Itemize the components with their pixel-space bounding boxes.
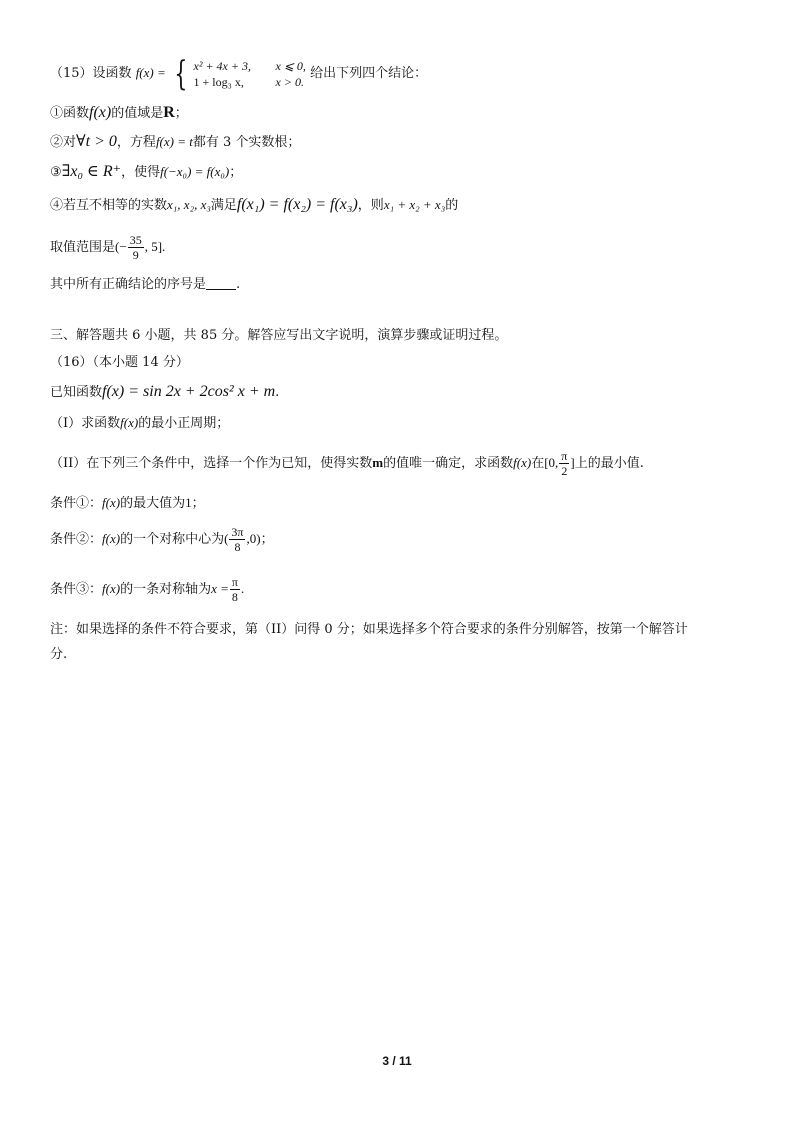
q16-condition-1 xyxy=(50,494,205,513)
p1-post: 的最小正周期； xyxy=(138,416,230,431)
q16-note-2: 分. xyxy=(50,647,68,662)
c3-mid: 的一条对称轴为 xyxy=(120,582,212,597)
p2-in: 在 xyxy=(531,456,545,471)
case1-cond: x ⩽ 0, xyxy=(275,58,306,73)
s4b-pre: 取值范围是 xyxy=(50,240,116,255)
s4-post: 的 xyxy=(445,198,459,213)
case2-expr: 1 + log₃ x, xyxy=(193,74,244,89)
q15-statement xyxy=(50,53,428,94)
s1-mid: 的值域是 xyxy=(111,106,164,121)
frac-den: 9 xyxy=(132,248,139,262)
q15-range-line xyxy=(50,232,165,263)
s2-post: 都有 3 个实数根； xyxy=(192,135,301,150)
p1-math: f(x) xyxy=(120,415,139,430)
c3-x: x = xyxy=(211,581,229,596)
c1-pre: 条件①： xyxy=(50,496,103,511)
s3-mid: ，使得 xyxy=(121,165,161,180)
s4b-open: (− xyxy=(115,239,127,254)
s4-pre: ④若互不相等的实数 xyxy=(50,198,168,213)
q16-condition-2 xyxy=(50,522,274,557)
given-pre: 已知函数 xyxy=(50,385,103,400)
s4-eq: f(x₁) = f(x₂) = f(x₃) xyxy=(236,196,358,213)
ask-text: 其中所有正确结论的序号是 xyxy=(50,277,207,292)
c2-pre: 条件②： xyxy=(50,532,103,547)
s4-mid: 满足 xyxy=(210,198,237,213)
frac-num: 3π xyxy=(231,525,244,539)
q16-part1 xyxy=(50,414,229,433)
c2-fx: f(x) xyxy=(102,531,121,546)
q15-lead: （15）设函数 xyxy=(50,66,132,81)
c3-pre: 条件③： xyxy=(50,582,103,597)
q15-statement-1 xyxy=(50,104,188,123)
s4b-close: , 5]. xyxy=(144,239,166,254)
p2-post: 上的最小值. xyxy=(574,456,644,471)
c2-open: ( xyxy=(224,531,229,546)
s2-mid: ，方程 xyxy=(116,135,156,150)
case2-cond: x > 0. xyxy=(275,74,304,89)
s2-math: ∀t > 0 xyxy=(76,133,117,150)
s2-eq: f(x) = t xyxy=(155,134,193,149)
case-row-2 xyxy=(194,74,306,90)
c1-mid: 的最大值为 xyxy=(120,496,186,511)
q16-label: （16）（本小题 14 分） xyxy=(50,355,189,370)
case1-expr: x² + 4x + 3, xyxy=(193,58,251,73)
answer-blank[interactable] xyxy=(206,277,236,290)
q15-statement-3 xyxy=(50,163,242,182)
left-brace-icon: { xyxy=(174,53,188,94)
p2-fx: f(x) xyxy=(513,455,532,470)
q16-condition-3 xyxy=(50,572,244,607)
piecewise-function xyxy=(170,53,306,94)
q15-question xyxy=(50,276,240,294)
s4-mid2: ，则 xyxy=(357,198,384,213)
s4-vars: x₁, x₂, x₃ xyxy=(167,197,211,212)
p2-open: [0, xyxy=(544,455,559,470)
c2-mid: 的一个对称中心为 xyxy=(120,532,225,547)
s3-pre: ③ xyxy=(50,165,62,180)
q16-note-1: 注：如果选择的条件不符合要求，第（II）问得 0 分；如果选择多个符合要求的条件分别解答，按第一个解答计 xyxy=(50,622,688,637)
q15-tail: 给出下列四个结论： xyxy=(310,66,428,81)
piecewise-cases xyxy=(194,58,306,90)
fraction-3pi-8 xyxy=(229,525,245,554)
q15-statement-2 xyxy=(50,133,300,152)
c3-post: . xyxy=(240,581,245,596)
frac-num: 35 xyxy=(129,233,142,247)
given-math: f(x) = sin 2x + 2cos² x + m xyxy=(102,383,276,400)
s3-eq: f(−x₀) = f(x₀) xyxy=(160,164,230,179)
s3-math: ∃x₀ ∈ R⁺ xyxy=(61,163,122,180)
page-number: 3 / 11 xyxy=(382,1054,412,1068)
c1-post: ； xyxy=(191,496,205,511)
frac-num: π xyxy=(231,575,238,589)
q15-statement-4 xyxy=(50,196,458,215)
s1-math: f(x) xyxy=(89,104,112,121)
fraction-pi-2 xyxy=(559,449,569,478)
s4-sum: x₁ + x₂ + x₃ xyxy=(383,197,446,212)
fraction-pi-8 xyxy=(230,575,240,604)
given-post: . xyxy=(275,385,280,400)
section3-heading: 三、解答题共 6 小题，共 85 分。解答应写出文字说明，演算步骤或证明过程。 xyxy=(50,328,508,343)
c2-close: ,0) xyxy=(246,531,261,546)
p2-m: m xyxy=(372,455,384,470)
c1-val: 1 xyxy=(185,495,192,510)
s1-pre: ①函数 xyxy=(50,106,90,121)
frac-den: 8 xyxy=(231,590,238,604)
q16-given xyxy=(50,383,279,402)
frac-num: π xyxy=(561,449,568,463)
c3-fx: f(x) xyxy=(102,581,121,596)
q16-part2 xyxy=(50,446,644,481)
p2-mid: 的值唯一确定，求函数 xyxy=(383,456,514,471)
p2-close: ] xyxy=(570,455,575,470)
p2-pre: （II）在下列三个条件中，选择一个作为已知，使得实数 xyxy=(50,456,373,471)
s3-post: ； xyxy=(229,165,243,180)
q15-func: f(x) = xyxy=(135,65,166,80)
fraction-35-9 xyxy=(128,233,144,262)
c2-post: ； xyxy=(260,532,274,547)
ask-end: . xyxy=(236,277,241,292)
c1-fx: f(x) xyxy=(102,495,121,510)
s2-pre: ②对 xyxy=(50,135,77,150)
frac-den: 2 xyxy=(561,464,568,478)
frac-den: 8 xyxy=(234,540,241,554)
s1-post: ； xyxy=(174,106,188,121)
case-row-1 xyxy=(194,58,306,74)
s1-R: R xyxy=(163,104,175,121)
p1-pre: （I）求函数 xyxy=(50,416,121,431)
